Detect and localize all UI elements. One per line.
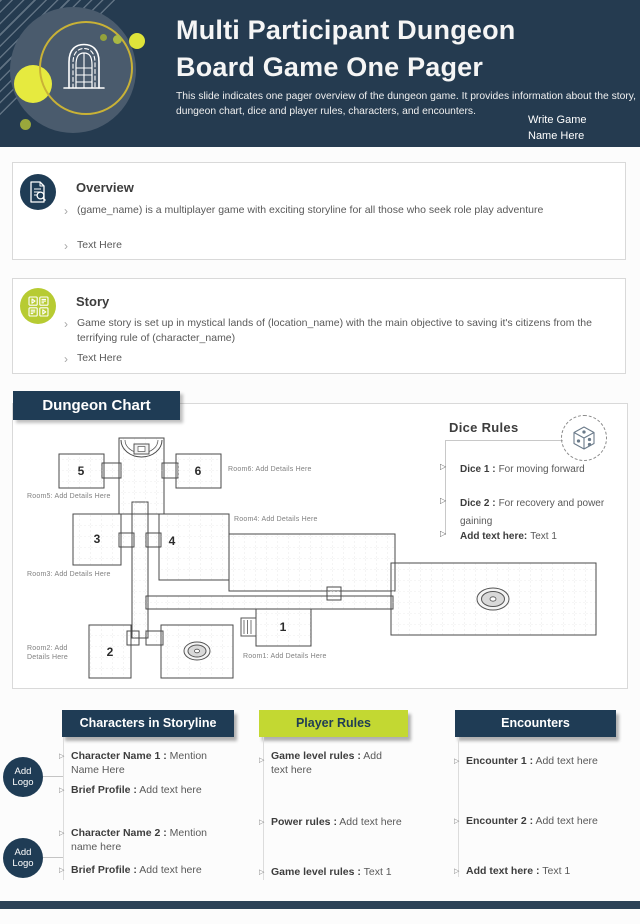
- character-item-3: [71, 826, 233, 854]
- room-3-label: Room3: Add Details Here: [27, 571, 111, 578]
- dice-bullet: ▷: [440, 529, 447, 538]
- chest-icon: [134, 444, 149, 454]
- dice-connector-vline: [445, 440, 446, 535]
- list-bullet: ▷: [454, 818, 460, 825]
- room-6-number: 6: [194, 464, 202, 478]
- overview-bullet-2[interactable]: Text Here: [77, 239, 122, 251]
- room-2-number: 2: [106, 645, 114, 659]
- logo-connector-line: [43, 857, 63, 858]
- bullet-chevron: ›: [64, 204, 68, 218]
- list-bullet: ▷: [259, 757, 265, 764]
- overview-document-search-icon: [20, 174, 56, 210]
- brief-profile-1-label: Brief Profile :: [71, 784, 137, 796]
- pit-icon-large: [477, 588, 509, 610]
- room-5-label: Room5: Add Details Here: [27, 493, 111, 500]
- player-rule-2-text[interactable]: Add text here: [339, 816, 402, 828]
- list-bullet: ▷: [59, 867, 65, 874]
- room-4-number: 4: [168, 534, 176, 548]
- dice-rule-3: [460, 526, 557, 544]
- player-rule-item-1: [271, 749, 397, 777]
- player-rule-2-label: Power rules :: [271, 816, 337, 828]
- dice-rule-3-label: Add text here:: [460, 531, 528, 542]
- encounters-heading: Encounters: [455, 710, 616, 737]
- encounter-2-text[interactable]: Add text here: [535, 815, 598, 827]
- player-rule-1-text[interactable]: Add text here: [271, 750, 382, 776]
- dice-rule-1-label: Dice 1 :: [460, 464, 496, 475]
- dice-connector-hline: [445, 440, 563, 441]
- player-rule-3-text[interactable]: Text 1: [363, 866, 392, 878]
- header-banner: [0, 0, 640, 147]
- encounter-1-label: Encounter 1 :: [466, 755, 534, 767]
- room-6-label: Room6: Add Details Here: [228, 466, 312, 473]
- decor-dot-olive-bottom: [20, 119, 31, 130]
- dice-rule-2-label: Dice 2 :: [460, 498, 496, 509]
- list-bullet: ▷: [59, 830, 65, 837]
- overview-card: [12, 162, 626, 260]
- brief-profile-2-text[interactable]: Add text here: [139, 864, 202, 876]
- character-2-text[interactable]: Mention name here: [71, 827, 207, 853]
- list-bullet: ▷: [259, 869, 265, 876]
- encounter-3-text[interactable]: Text 1: [542, 865, 571, 877]
- write-game-name-placeholder[interactable]: Write Game Name Here: [528, 114, 587, 142]
- characters-heading: Characters in Storyline: [62, 710, 234, 737]
- player-rule-1-label: Game level rules :: [271, 750, 361, 762]
- room-5-number: 5: [77, 464, 85, 478]
- list-bullet: ▷: [454, 758, 460, 765]
- brief-profile-2-label: Brief Profile :: [71, 864, 137, 876]
- dice-rule-2: [460, 493, 627, 529]
- encounter-item-2: [466, 814, 624, 828]
- decor-dot-olive-small: [100, 34, 107, 41]
- decor-dot-yellow-medium: [129, 33, 145, 49]
- add-logo-circle-2[interactable]: Add Logo: [3, 838, 43, 878]
- player-rule-item-2: [271, 815, 407, 829]
- list-bullet: ▷: [454, 868, 460, 875]
- dice-rule-1: [460, 459, 585, 477]
- dungeon-door-icon: [62, 41, 106, 91]
- player-rules-heading: Player Rules: [259, 710, 408, 737]
- player-rule-item-3: [271, 865, 407, 879]
- encounter-item-3: [466, 864, 624, 878]
- page-title: [176, 12, 622, 86]
- list-bullet: ▷: [59, 753, 65, 760]
- bullet-chevron: ›: [64, 352, 68, 366]
- encounter-2-label: Encounter 2 :: [466, 815, 534, 827]
- character-1-label: Character Name 1 :: [71, 750, 167, 762]
- room-3-number: 3: [93, 532, 101, 546]
- player-rule-3-label: Game level rules :: [271, 866, 361, 878]
- story-heading: Story: [76, 294, 110, 309]
- overview-bullet-1: (game_name) is a multiplayer game with exciting storyline for all those who seek role play adventure: [77, 204, 544, 216]
- dice-bullet: ▷: [440, 496, 447, 505]
- dice-rules-heading: Dice Rules: [449, 420, 519, 435]
- footer-bar: [0, 901, 640, 909]
- bullet-chevron: ›: [64, 239, 68, 253]
- dice-rule-1-text: For moving forward: [498, 464, 585, 475]
- overview-heading: Overview: [76, 180, 134, 195]
- bullet-chevron: ›: [64, 317, 68, 331]
- list-bullet: ▷: [259, 819, 265, 826]
- story-card: [12, 278, 626, 374]
- character-1-text[interactable]: Mention Name Here: [71, 750, 207, 776]
- character-2-label: Character Name 2 :: [71, 827, 167, 839]
- page-title-line1: Multi Participant Dungeon: [176, 15, 516, 45]
- room-2-label: Room2: Add Details Here: [27, 645, 68, 661]
- dice-rule-3-text[interactable]: Text 1: [530, 531, 557, 542]
- page-subtitle: This slide indicates one pager overview of the dungeon game. It provides information about the story, dungeon chart, dice and player rules, characters, and encounters.: [176, 91, 637, 117]
- dice-bullet: ▷: [440, 462, 447, 471]
- story-storyboard-icon: [20, 288, 56, 324]
- room-1-label: Room1: Add Details Here: [243, 653, 327, 660]
- dice-icon: [561, 415, 607, 461]
- logo-connector-line: [43, 776, 63, 777]
- room-1-number: 1: [279, 620, 287, 634]
- page-title-line2: Board Game One Pager: [176, 52, 484, 82]
- list-bullet: ▷: [59, 787, 65, 794]
- dungeon-chart-heading: Dungeon Chart: [13, 391, 180, 420]
- add-logo-circle-1[interactable]: Add Logo: [3, 757, 43, 797]
- encounter-item-1: [466, 754, 624, 768]
- character-item-2: [71, 783, 233, 797]
- character-item-1: [71, 749, 233, 777]
- pit-icon-small: [184, 642, 210, 660]
- ladder-icon: [241, 618, 256, 636]
- story-bullet-2[interactable]: Text Here: [77, 352, 122, 364]
- encounter-1-text[interactable]: Add text here: [535, 755, 598, 767]
- room-4-label: Room4: Add Details Here: [234, 516, 318, 523]
- story-bullet-1: Game story is set up in mystical lands of (location_name) with the main objective to saving it's citizens from the terrifying rule of (character_name): [77, 317, 592, 344]
- brief-profile-1-text[interactable]: Add text here: [139, 784, 202, 796]
- dungeon-chart-card: [12, 397, 628, 689]
- encounter-3-label: Add text here :: [466, 865, 540, 877]
- dice-rule-2-text: For recovery and power gaining: [460, 498, 605, 527]
- character-item-4: [71, 863, 233, 877]
- decor-dot-olive-medium: [113, 35, 122, 44]
